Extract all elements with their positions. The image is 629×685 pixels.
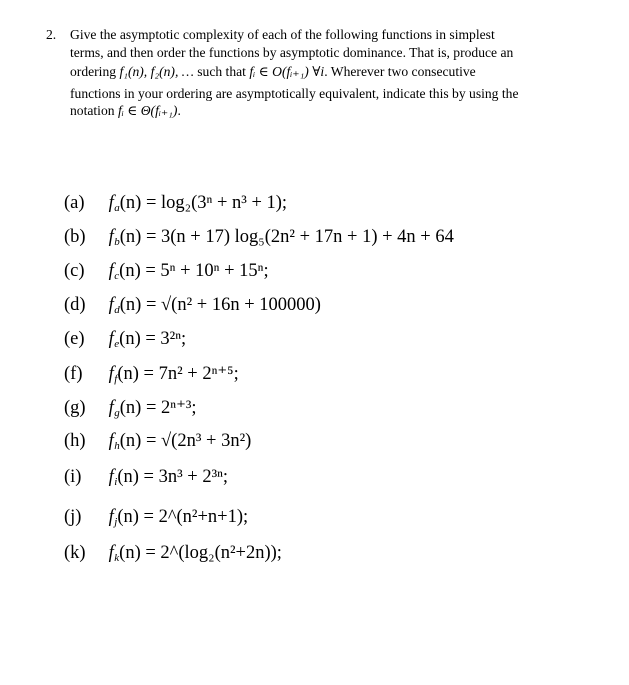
question-line: notation fᵢ ∈ Θ(fᵢ₊₁). <box>70 103 181 119</box>
function-label: (e) <box>64 329 85 349</box>
function-item: (j) fj(n) = 2^(n²+n+1); <box>64 507 249 528</box>
function-label: (k) <box>64 543 86 563</box>
function-label: (d) <box>64 295 86 315</box>
function-expression: (n) = 3(n + 17) log₅(2n² + 17n + 1) + 4n + 64 <box>119 227 454 247</box>
question-line: ordering f₁(n), f₂(n), … such that fᵢ ∈ O(fᵢ₊₁) ∀i. Wherever two consecutive <box>70 64 476 80</box>
function-expression: (n) = log₂(3ⁿ + n³ + 1); <box>119 193 288 213</box>
function-expression: (n) = 7n² + 2ⁿ⁺⁵; <box>117 364 239 384</box>
function-label: (g) <box>64 398 86 418</box>
function-item: (f) ff(n) = 7n² + 2ⁿ⁺⁵; <box>64 364 239 385</box>
question-line: Give the asymptotic complexity of each of the following functions in simplest <box>70 27 495 42</box>
function-expression: (n) = 2^(log₂(n²+2n)); <box>119 543 282 563</box>
question-number: 2. <box>46 27 57 42</box>
question-text <box>70 26 591 120</box>
function-expression: (n) = 2ⁿ⁺³; <box>119 398 197 418</box>
function-item: (i) fi(n) = 3n³ + 2³ⁿ; <box>64 467 229 488</box>
function-label: (c) <box>64 261 85 281</box>
function-item: (e) fe(n) = 3²ⁿ; <box>64 329 187 350</box>
big-o-relation: fᵢ ∈ O(fᵢ₊₁) ∀i <box>249 64 325 80</box>
function-label: (b) <box>64 227 86 247</box>
function-expression: (n) = 5ⁿ + 10ⁿ + 15ⁿ; <box>119 261 269 281</box>
function-item: (b) fb(n) = 3(n + 17) log₅(2n² + 17n + 1) + 4n + 64 <box>64 227 454 248</box>
question-block <box>46 26 591 120</box>
function-expression: (n) = √(2n³ + 3n²) <box>119 431 252 451</box>
function-label: (f) <box>64 364 83 384</box>
function-item: (k) fk(n) = 2^(log₂(n²+2n)); <box>64 543 282 564</box>
function-label: (j) <box>64 507 82 527</box>
function-item: (c) fc(n) = 5ⁿ + 10ⁿ + 15ⁿ; <box>64 261 269 282</box>
theta-relation: fᵢ ∈ Θ(fᵢ₊₁) <box>117 103 178 119</box>
function-label: (i) <box>64 467 82 487</box>
function-item: (d) fd(n) = √(n² + 16n + 100000) <box>64 295 321 316</box>
function-item: (h) fh(n) = √(2n³ + 3n²) <box>64 431 252 452</box>
function-expression: (n) = √(n² + 16n + 100000) <box>119 295 321 315</box>
function-expression: (n) = 3n³ + 2³ⁿ; <box>117 467 229 487</box>
function-item: (g) fg(n) = 2ⁿ⁺³; <box>64 398 197 419</box>
function-expression: (n) = 2^(n²+n+1); <box>117 507 249 527</box>
function-label: (h) <box>64 431 86 451</box>
question-line: terms, and then order the functions by asymptotic dominance. That is, produce an <box>70 44 514 60</box>
ordering-sequence: f₁(n), f₂(n), … <box>119 64 194 80</box>
question-line: functions in your ordering are asymptotically equivalent, indicate this by using the <box>70 85 519 101</box>
function-label: (a) <box>64 193 85 213</box>
function-item: (a) fa(n) = log₂(3ⁿ + n³ + 1); <box>64 193 288 214</box>
function-expression: (n) = 3²ⁿ; <box>119 329 187 349</box>
